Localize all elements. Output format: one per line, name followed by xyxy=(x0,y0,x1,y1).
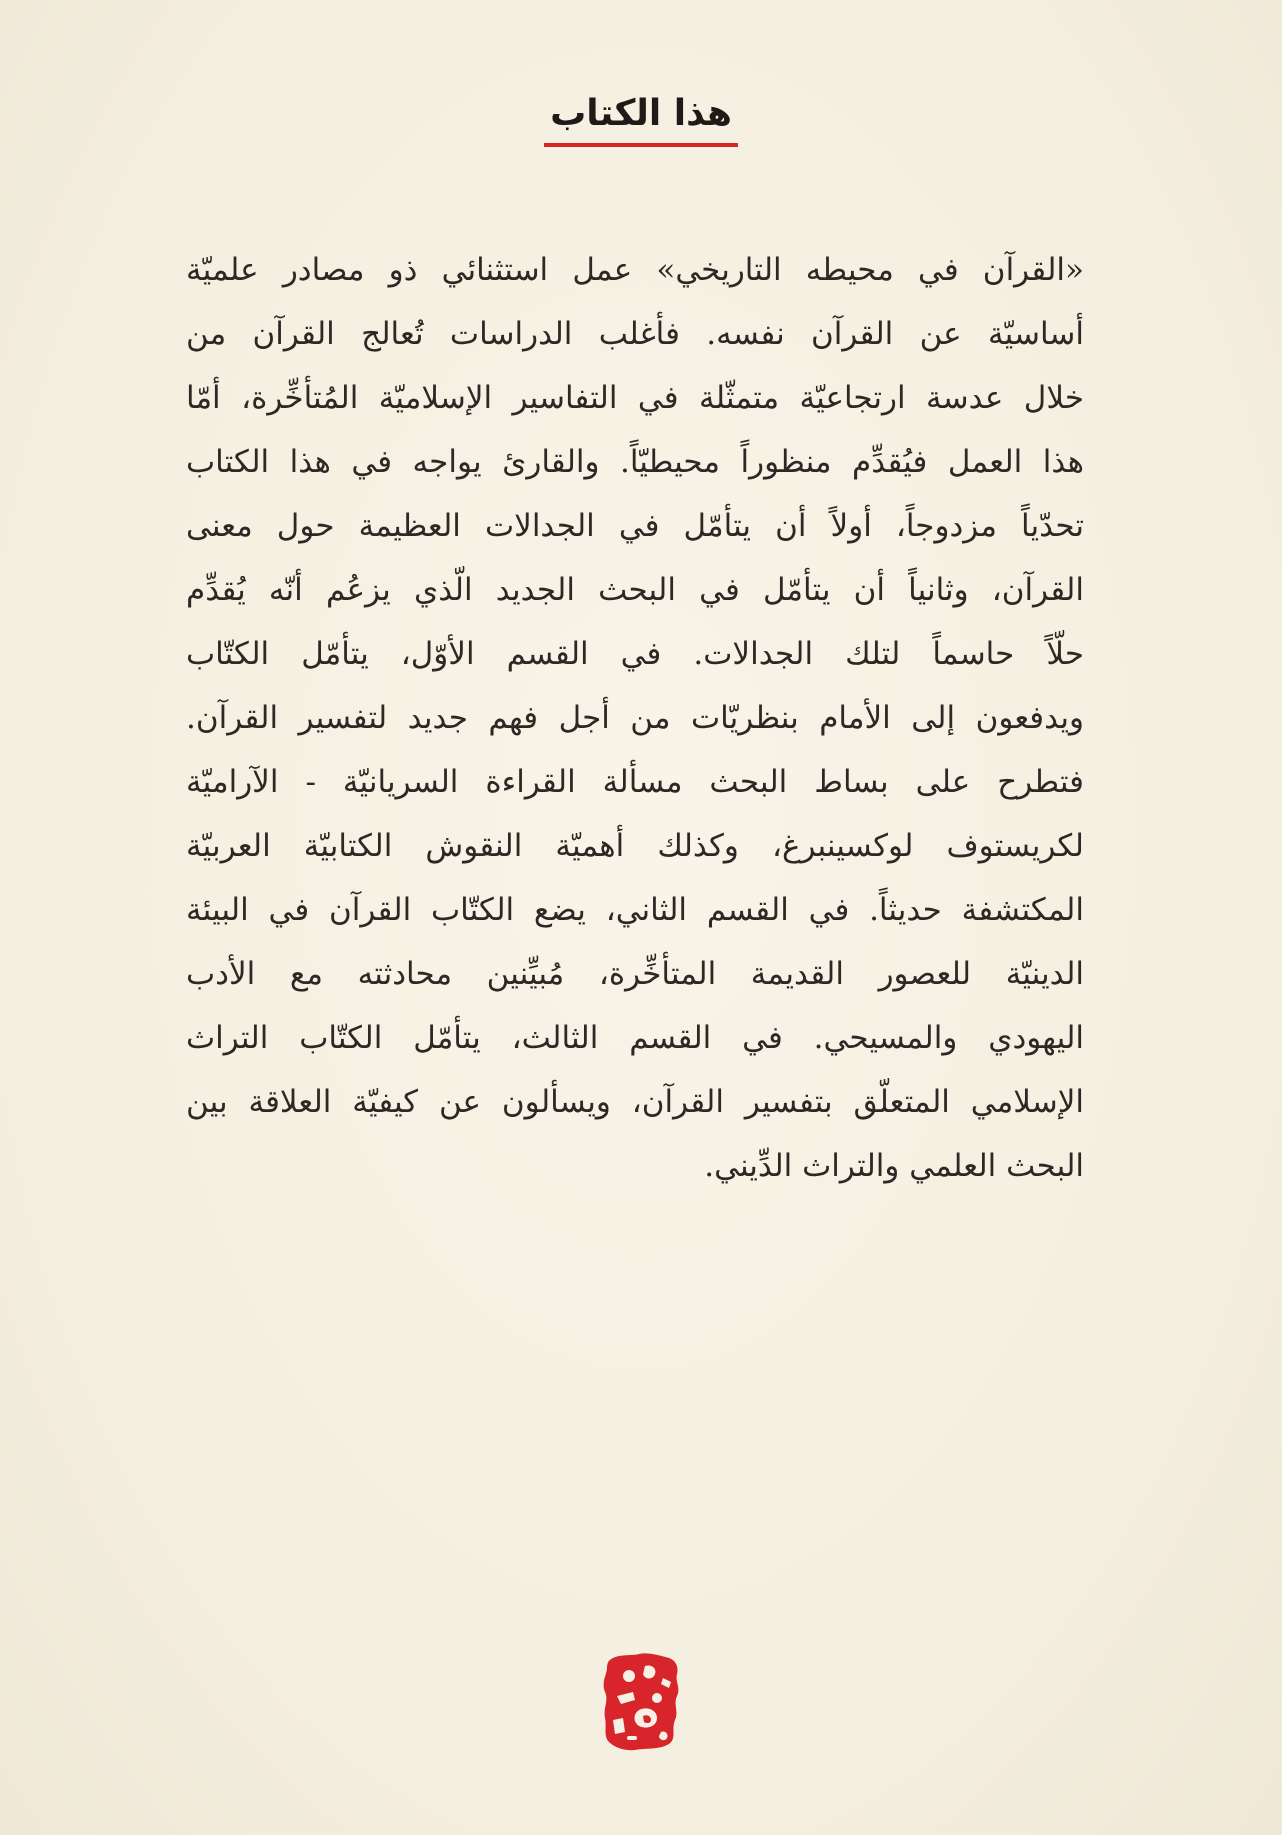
paragraph-line: البحث العلمي والتراث الدِّيني. xyxy=(704,1148,1084,1184)
paragraph-line: حلّاً حاسماً لتلك الجدالات. في القسم الأوّل، يتأمّل الكتّاب xyxy=(186,636,1084,672)
page-title: هذا الكتاب xyxy=(544,92,738,147)
paragraph-line: فتطرح على بساط البحث مسألة القراءة السريانيّة - الآراميّة xyxy=(186,764,1084,800)
publisher-seal-icon xyxy=(599,1652,683,1752)
paragraph-line: المكتشفة حديثاً. في القسم الثاني، يضع الكتّاب القرآن في البيئة xyxy=(186,892,1084,928)
paragraph-line: أساسيّة عن القرآن نفسه. فأغلب الدراسات تُعالج القرآن من xyxy=(186,316,1084,352)
paragraph-line: لكريستوف لوكسينبرغ، وكذلك أهميّة النقوش الكتابيّة العربيّة xyxy=(186,828,1084,864)
description-paragraph xyxy=(186,238,1084,1198)
paragraph-line: الإسلامي المتعلّق بتفسير القرآن، ويسألون عن كيفيّة العلاقة بين xyxy=(186,1084,1084,1120)
paragraph-line: هذا العمل فيُقدِّم منظوراً محيطيّاً. والقارئ يواجه في هذا الكتاب xyxy=(186,444,1084,480)
paragraph-line: القرآن، وثانياً أن يتأمّل في البحث الجديد الّذي يزعُم أنّه يُقدِّم xyxy=(186,572,1084,608)
paragraph-line: اليهودي والمسيحي. في القسم الثالث، يتأمّل الكتّاب التراث xyxy=(186,1020,1084,1056)
paragraph-line: تحدّياً مزدوجاً، أولاً أن يتأمّل في الجدالات العظيمة حول معنى xyxy=(186,508,1084,544)
paragraph-line: خلال عدسة ارتجاعيّة متمثّلة في التفاسير الإسلاميّة المُتأخِّرة، أمّا xyxy=(186,380,1084,416)
paragraph-line: الدينيّة للعصور القديمة المتأخِّرة، مُبيِّنين محادثته مع الأدب xyxy=(186,956,1084,992)
paragraph-line: «القرآن في محيطه التاريخي» عمل استثنائي ذو مصادر علميّة xyxy=(186,252,1084,288)
paragraph-line: ويدفعون إلى الأمام بنظريّات من أجل فهم جديد لتفسير القرآن. xyxy=(186,700,1084,736)
heading-container xyxy=(0,92,1282,147)
